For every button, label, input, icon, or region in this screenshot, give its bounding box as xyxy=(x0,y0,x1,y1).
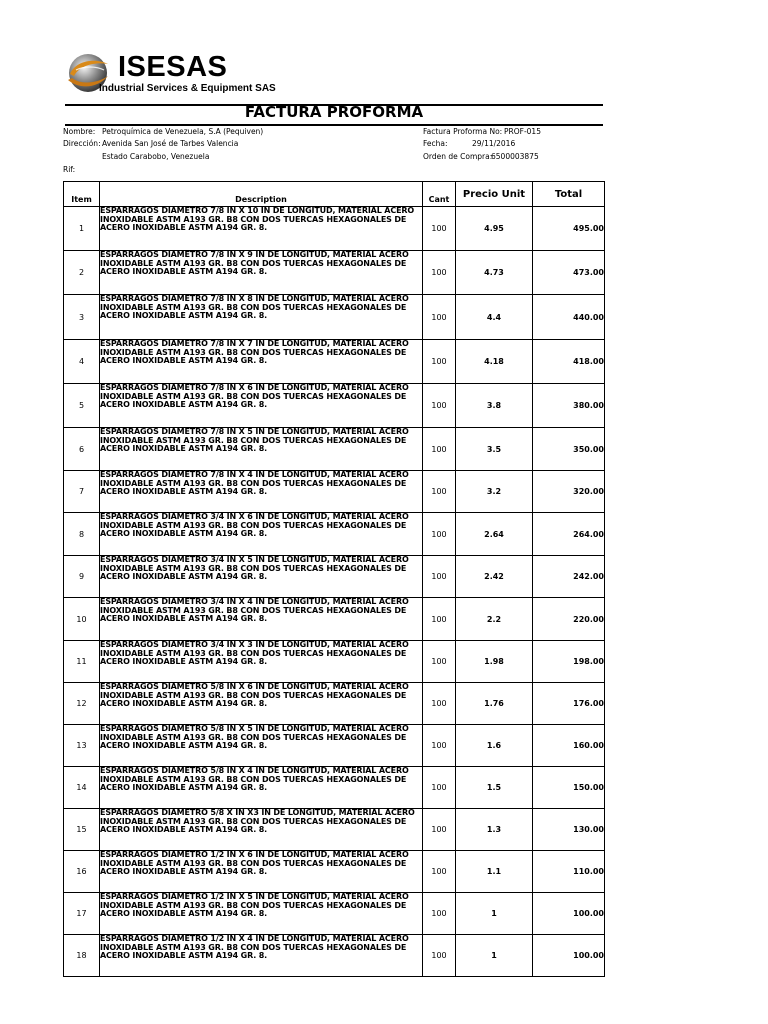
row-precio: 3.2 xyxy=(456,471,533,513)
row-total: 350.00 xyxy=(533,428,605,471)
row-total: 473.00 xyxy=(533,251,605,295)
orden-value: 6500003875 xyxy=(491,152,539,161)
row-item: 4 xyxy=(64,340,100,384)
row-description: ESPARRAGOS DIAMETRO 5/8 IN X 5 IN DE LONGITUD, MATERIAL ACERO INOXIDABLE ASTM A193 GR. B8 CON DOS TUERCAS HEXAGONALES DE ACERO INOXIDABLE ASTM A194 GR. 8. xyxy=(100,725,423,767)
row-total: 320.00 xyxy=(533,471,605,513)
table-row xyxy=(64,893,605,935)
table-row xyxy=(64,556,605,598)
row-total: 440.00 xyxy=(533,295,605,340)
row-total: 176.00 xyxy=(533,683,605,725)
row-item: 3 xyxy=(64,295,100,340)
row-item: 7 xyxy=(64,471,100,513)
table-row xyxy=(64,295,605,340)
row-description: ESPARRAGOS DIAMETRO 7/8 IN X 7 IN DE LONGITUD, MATERIAL ACERO INOXIDABLE ASTM A193 GR. B8 CON DOS TUERCAS HEXAGONALES DE ACERO INOXIDABLE ASTM A194 GR. 8. xyxy=(100,340,423,384)
row-description: ESPARRAGOS DIAMETRO 5/8 IN X 4 IN DE LONGITUD, MATERIAL ACERO INOXIDABLE ASTM A193 GR. B8 CON DOS TUERCAS HEXAGONALES DE ACERO INOXIDABLE ASTM A194 GR. 8. xyxy=(100,767,423,809)
row-precio: 4.18 xyxy=(456,340,533,384)
row-item: 9 xyxy=(64,556,100,598)
table-row xyxy=(64,767,605,809)
company-logo xyxy=(66,50,306,98)
row-item: 16 xyxy=(64,851,100,893)
table-row xyxy=(64,935,605,977)
orden-label: Orden de Compra: xyxy=(423,152,493,161)
table-row xyxy=(64,725,605,767)
document-title: FACTURA PROFORMA xyxy=(244,103,424,121)
header-total: Total xyxy=(533,182,605,207)
row-cant: 100 xyxy=(423,598,456,641)
row-cant: 100 xyxy=(423,428,456,471)
row-precio: 2.2 xyxy=(456,598,533,641)
row-total: 130.00 xyxy=(533,809,605,851)
header-cant: Cant xyxy=(423,182,456,207)
row-precio: 1.3 xyxy=(456,809,533,851)
row-cant: 100 xyxy=(423,513,456,556)
row-description: ESPARRAGOS DIAMETRO 5/8 X IN X3 IN DE LONGITUD, MATERIAL ACERO INOXIDABLE ASTM A193 GR. B8 CON DOS TUERCAS HEXAGONALES DE ACERO INOXIDABLE ASTM A194 GR. 8. xyxy=(100,809,423,851)
items-table xyxy=(63,181,605,977)
row-total: 380.00 xyxy=(533,384,605,428)
nombre-value: Petroquímica de Venezuela, S.A (Pequiven) xyxy=(102,127,264,136)
row-description: ESPARRAGOS DIAMETRO 7/8 IN X 5 IN DE LONGITUD, MATERIAL ACERO INOXIDABLE ASTM A193 GR. B8 CON DOS TUERCAS HEXAGONALES DE ACERO INOXIDABLE ASTM A194 GR. 8. xyxy=(100,428,423,471)
row-total: 220.00 xyxy=(533,598,605,641)
row-item: 14 xyxy=(64,767,100,809)
row-precio: 1.76 xyxy=(456,683,533,725)
direccion-label: Dirección: xyxy=(63,139,101,148)
row-cant: 100 xyxy=(423,809,456,851)
row-description: ESPARRAGOS DIAMETRO 5/8 IN X 6 IN DE LONGITUD, MATERIAL ACERO INOXIDABLE ASTM A193 GR. B8 CON DOS TUERCAS HEXAGONALES DE ACERO INOXIDABLE ASTM A194 GR. 8. xyxy=(100,683,423,725)
row-description: ESPARRAGOS DIAMETRO 3/4 IN X 5 IN DE LONGITUD, MATERIAL ACERO INOXIDABLE ASTM A193 GR. B8 CON DOS TUERCAS HEXAGONALES DE ACERO INOXIDABLE ASTM A194 GR. 8. xyxy=(100,556,423,598)
direccion-line2: Estado Carabobo, Venezuela xyxy=(102,152,210,161)
row-cant: 100 xyxy=(423,295,456,340)
row-cant: 100 xyxy=(423,340,456,384)
brand-subtitle: Industrial Services & Equipment SAS xyxy=(99,83,276,94)
title-rule-bottom xyxy=(65,124,603,126)
row-item: 18 xyxy=(64,935,100,977)
row-precio: 2.42 xyxy=(456,556,533,598)
row-total: 418.00 xyxy=(533,340,605,384)
row-precio: 3.8 xyxy=(456,384,533,428)
row-description: ESPARRAGOS DIAMETRO 7/8 IN X 6 IN DE LONGITUD, MATERIAL ACERO INOXIDABLE ASTM A193 GR. B8 CON DOS TUERCAS HEXAGONALES DE ACERO INOXIDABLE ASTM A194 GR. 8. xyxy=(100,384,423,428)
row-item: 5 xyxy=(64,384,100,428)
row-cant: 100 xyxy=(423,251,456,295)
table-row xyxy=(64,641,605,683)
row-precio: 1.98 xyxy=(456,641,533,683)
row-description: ESPARRAGOS DIAMETRO 1/2 IN X 4 IN DE LONGITUD, MATERIAL ACERO INOXIDABLE ASTM A193 GR. B8 CON DOS TUERCAS HEXAGONALES DE ACERO INOXIDABLE ASTM A194 GR. 8. xyxy=(100,935,423,977)
row-precio: 4.4 xyxy=(456,295,533,340)
row-total: 264.00 xyxy=(533,513,605,556)
table-row xyxy=(64,428,605,471)
header-precio: Precio Unit xyxy=(456,182,533,207)
row-total: 100.00 xyxy=(533,935,605,977)
table-row xyxy=(64,851,605,893)
row-item: 6 xyxy=(64,428,100,471)
nombre-label: Nombre: xyxy=(63,127,96,136)
row-description: ESPARRAGOS DIAMETRO 1/2 IN X 5 IN DE LONGITUD, MATERIAL ACERO INOXIDABLE ASTM A193 GR. B8 CON DOS TUERCAS HEXAGONALES DE ACERO INOXIDABLE ASTM A194 GR. 8. xyxy=(100,893,423,935)
table-row xyxy=(64,513,605,556)
row-total: 242.00 xyxy=(533,556,605,598)
direccion-value: Avenida San José de Tarbes Valencia xyxy=(102,139,239,148)
table-row xyxy=(64,683,605,725)
row-description: ESPARRAGOS DIAMETRO 3/4 IN X 6 IN DE LONGITUD, MATERIAL ACERO INOXIDABLE ASTM A193 GR. B8 CON DOS TUERCAS HEXAGONALES DE ACERO INOXIDABLE ASTM A194 GR. 8. xyxy=(100,513,423,556)
row-total: 150.00 xyxy=(533,767,605,809)
table-row xyxy=(64,809,605,851)
row-cant: 100 xyxy=(423,556,456,598)
table-row xyxy=(64,251,605,295)
row-description: ESPARRAGOS DIAMETRO 7/8 IN X 10 IN DE LONGITUD, MATERIAL ACERO INOXIDABLE ASTM A193 GR. B8 CON DOS TUERCAS HEXAGONALES DE ACERO INOXIDABLE ASTM A194 GR. 8. xyxy=(100,207,423,251)
row-total: 110.00 xyxy=(533,851,605,893)
factura-value: PROF-015 xyxy=(504,127,541,136)
row-item: 17 xyxy=(64,893,100,935)
factura-label: Factura Proforma No: xyxy=(423,127,503,136)
row-total: 160.00 xyxy=(533,725,605,767)
table-row xyxy=(64,471,605,513)
row-item: 13 xyxy=(64,725,100,767)
row-description: ESPARRAGOS DIAMETRO 3/4 IN X 4 IN DE LONGITUD, MATERIAL ACERO INOXIDABLE ASTM A193 GR. B8 CON DOS TUERCAS HEXAGONALES DE ACERO INOXIDABLE ASTM A194 GR. 8. xyxy=(100,598,423,641)
row-description: ESPARRAGOS DIAMETRO 3/4 IN X 3 IN DE LONGITUD, MATERIAL ACERO INOXIDABLE ASTM A193 GR. B8 CON DOS TUERCAS HEXAGONALES DE ACERO INOXIDABLE ASTM A194 GR. 8. xyxy=(100,641,423,683)
header-item: Item xyxy=(64,182,100,207)
table-header-row xyxy=(64,182,605,207)
row-cant: 100 xyxy=(423,767,456,809)
table-row xyxy=(64,384,605,428)
row-cant: 100 xyxy=(423,641,456,683)
row-item: 10 xyxy=(64,598,100,641)
row-item: 15 xyxy=(64,809,100,851)
row-description: ESPARRAGOS DIAMETRO 1/2 IN X 6 IN DE LONGITUD, MATERIAL ACERO INOXIDABLE ASTM A193 GR. B8 CON DOS TUERCAS HEXAGONALES DE ACERO INOXIDABLE ASTM A194 GR. 8. xyxy=(100,851,423,893)
fecha-label: Fecha: xyxy=(423,139,448,148)
row-cant: 100 xyxy=(423,893,456,935)
header-description: Description xyxy=(100,182,423,207)
row-cant: 100 xyxy=(423,384,456,428)
table-row xyxy=(64,340,605,384)
table-row xyxy=(64,598,605,641)
row-precio: 1 xyxy=(456,935,533,977)
brand-name: ISESAS xyxy=(118,51,228,83)
row-total: 100.00 xyxy=(533,893,605,935)
row-precio: 3.5 xyxy=(456,428,533,471)
row-precio: 1.1 xyxy=(456,851,533,893)
row-cant: 100 xyxy=(423,725,456,767)
row-item: 1 xyxy=(64,207,100,251)
row-precio: 4.73 xyxy=(456,251,533,295)
row-item: 2 xyxy=(64,251,100,295)
rif-label: Rif: xyxy=(63,165,76,174)
row-item: 8 xyxy=(64,513,100,556)
row-cant: 100 xyxy=(423,207,456,251)
row-description: ESPARRAGOS DIAMETRO 7/8 IN X 8 IN DE LONGITUD, MATERIAL ACERO INOXIDABLE ASTM A193 GR. B8 CON DOS TUERCAS HEXAGONALES DE ACERO INOXIDABLE ASTM A194 GR. 8. xyxy=(100,295,423,340)
row-description: ESPARRAGOS DIAMETRO 7/8 IN X 9 IN DE LONGITUD, MATERIAL ACERO INOXIDABLE ASTM A193 GR. B8 CON DOS TUERCAS HEXAGONALES DE ACERO INOXIDABLE ASTM A194 GR. 8. xyxy=(100,251,423,295)
row-precio: 1 xyxy=(456,893,533,935)
row-cant: 100 xyxy=(423,683,456,725)
row-cant: 100 xyxy=(423,935,456,977)
row-item: 11 xyxy=(64,641,100,683)
row-precio: 1.6 xyxy=(456,725,533,767)
row-precio: 2.64 xyxy=(456,513,533,556)
row-cant: 100 xyxy=(423,851,456,893)
row-precio: 1.5 xyxy=(456,767,533,809)
row-description: ESPARRAGOS DIAMETRO 7/8 IN X 4 IN DE LONGITUD, MATERIAL ACERO INOXIDABLE ASTM A193 GR. B8 CON DOS TUERCAS HEXAGONALES DE ACERO INOXIDABLE ASTM A194 GR. 8. xyxy=(100,471,423,513)
table-row xyxy=(64,207,605,251)
fecha-value: 29/11/2016 xyxy=(472,139,516,148)
row-total: 495.00 xyxy=(533,207,605,251)
row-total: 198.00 xyxy=(533,641,605,683)
row-cant: 100 xyxy=(423,471,456,513)
row-item: 12 xyxy=(64,683,100,725)
row-precio: 4.95 xyxy=(456,207,533,251)
